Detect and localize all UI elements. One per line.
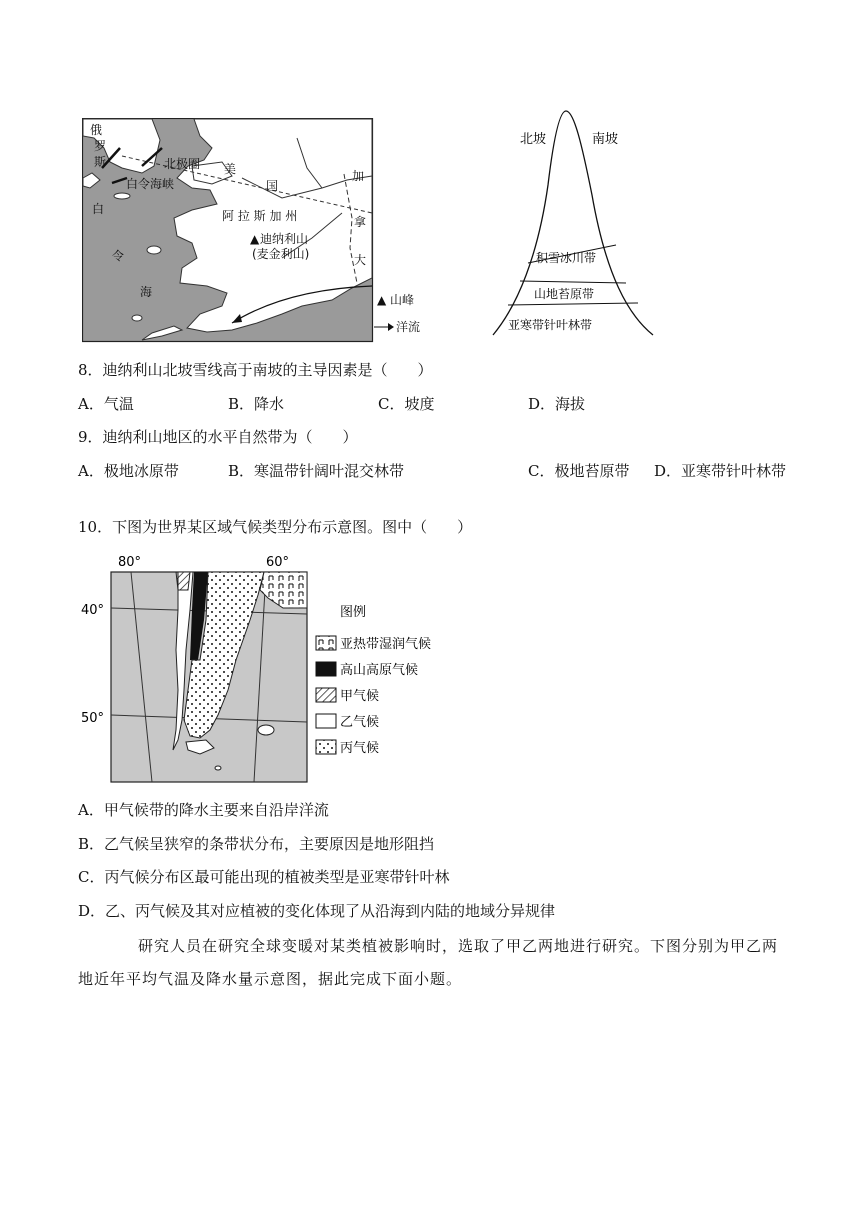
usa-label-1: 美 (224, 162, 237, 176)
arctic-circle-label: 北极圈 (164, 157, 201, 171)
south-america-climate-map (78, 550, 458, 786)
legend-title: 图例 (340, 605, 367, 620)
peak-legend-icon: ▲ (377, 293, 387, 307)
mountain-alt-label: (麦金利山) (252, 247, 310, 261)
peak-legend-label: 山峰 (390, 293, 415, 307)
canada-label-2: 拿 (354, 215, 367, 229)
south-slope-label: 南坡 (592, 132, 619, 147)
zone-tundra-label: 山地苔原带 (534, 287, 595, 301)
legend-subtropical-swatch (316, 636, 336, 650)
zone-snow-label: 积雪冰川带 (536, 251, 597, 265)
usa-label-2: 国 (266, 179, 279, 193)
q8-stem: 8．迪纳利山北坡雪线高于南坡的主导因素是（ ） (78, 361, 433, 379)
q10-option-a[interactable]: A．甲气候带的降水主要来自沿岸洋流 (78, 801, 329, 819)
q8-option-c[interactable]: C．坡度 (378, 395, 435, 413)
q8-option-b[interactable]: B．降水 (228, 395, 285, 413)
legend-subtropical-label: 亚热带湿润气候 (340, 637, 432, 652)
q10-option-d[interactable]: D．乙、丙气候及其对应植被的变化体现了从沿海到内陆的地域分异规律 (78, 902, 556, 920)
passage-text: 研究人员在研究全球变暖对某类植被影响时，选取了甲乙两地进行研究。下图分别为甲乙两地近年平均气温及降水量示意图，据此完成下面小题。 (78, 937, 779, 988)
legend-yi-swatch (316, 714, 336, 728)
alaska-label: 阿 拉 斯 加 州 (222, 209, 298, 223)
current-legend-icon (388, 323, 394, 331)
bering-sea-label-3: 海 (140, 285, 153, 299)
legend-plateau-swatch (316, 662, 336, 676)
legend-plateau-label: 高山高原气候 (340, 663, 419, 678)
q10-option-b[interactable]: B．乙气候呈狭窄的条带状分布，主要原因是地形阻挡 (78, 835, 435, 853)
russia-label-2: 罗 (94, 139, 107, 153)
lat-label-50: 50° (81, 711, 105, 726)
q9-stem: 9．迪纳利山地区的水平自然带为（ ） (78, 428, 358, 446)
legend-jia-swatch (316, 688, 336, 702)
lat-label-40: 40° (81, 603, 105, 618)
bering-sea-label-1: 白 (92, 202, 105, 216)
q9-option-b[interactable]: B．寒温带针阔叶混交林带 (228, 462, 405, 480)
legend-yi-label: 乙气候 (340, 715, 380, 730)
mountain-label: 迪纳利山 (260, 232, 309, 246)
canada-label-1: 加 (352, 169, 365, 183)
legend-bing-swatch (316, 740, 336, 754)
q8-option-d[interactable]: D．海拔 (528, 395, 586, 413)
q10-option-c[interactable]: C．丙气候分布区最可能出现的植被类型是亚寒带针叶林 (78, 868, 450, 886)
russia-label-1: 俄 (90, 123, 103, 137)
mountain-symbol: ▲ (250, 232, 260, 246)
lon-label-80: 80° (118, 555, 142, 570)
current-legend-label: 洋流 (396, 320, 421, 334)
lon-label-60: 60° (266, 555, 290, 570)
north-slope-label: 北坡 (520, 132, 547, 147)
q9-option-a[interactable]: A．极地冰原带 (78, 462, 179, 480)
q8-option-a[interactable]: A．气温 (78, 395, 134, 413)
q9-option-d[interactable]: D．亚寒带针叶林带 (654, 462, 787, 480)
canada-label-3: 大 (354, 253, 367, 267)
legend-bing-label: 丙气候 (340, 741, 380, 756)
alaska-map (82, 118, 452, 344)
q10-stem: 10．下图为世界某区域气候类型分布示意图。图中（ ） (78, 518, 473, 536)
russia-label-3: 斯 (94, 155, 107, 169)
bering-strait-label: 白令海峡 (126, 177, 175, 191)
q9-option-c[interactable]: C．极地苔原带 (528, 462, 630, 480)
legend-jia-label: 甲气候 (340, 689, 380, 704)
bering-sea-label-2: 令 (112, 249, 125, 263)
mountain-profile (488, 105, 658, 341)
zone-taiga-label: 亚寒带针叶林带 (508, 318, 593, 332)
